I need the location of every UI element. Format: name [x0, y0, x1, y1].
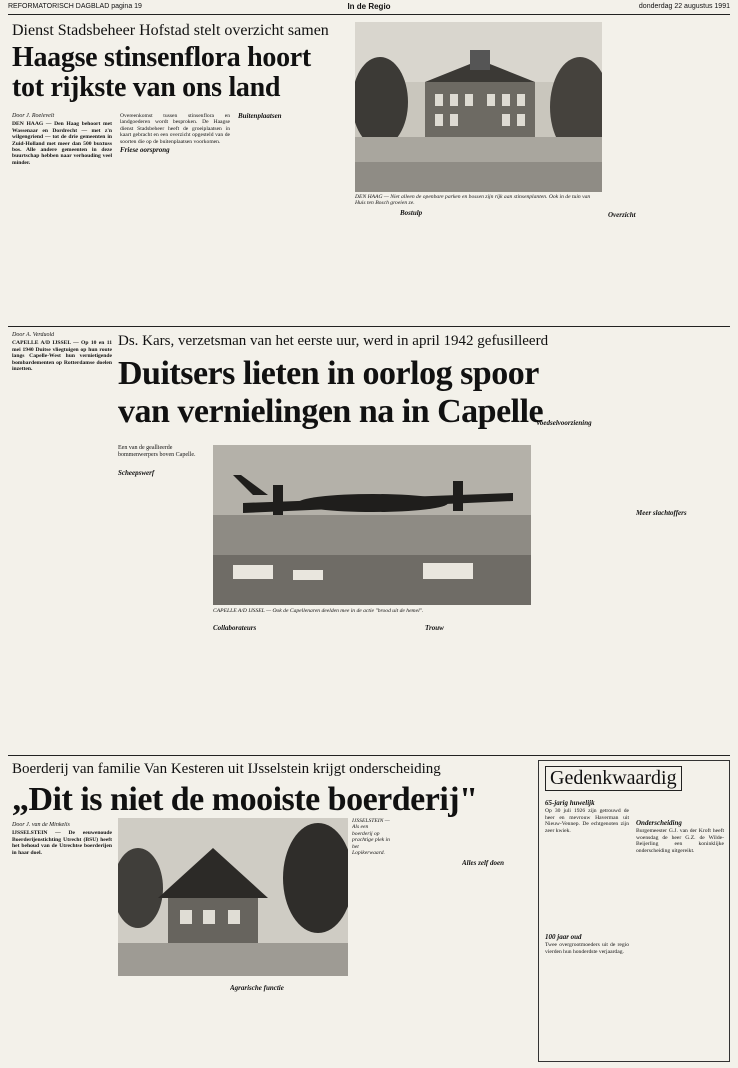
- article3-caption: IJSSELSTEIN — Als een boerderij op prachtige plek in het Lopikerwaard.: [352, 818, 390, 857]
- article1-sub-buitenplaatsen: Buitenplaatsen: [238, 113, 282, 120]
- bomber-aircraft-illustration: [213, 445, 531, 605]
- farmhouse-illustration: [118, 818, 348, 976]
- article2-sub-trouw: Trouw: [425, 625, 444, 632]
- article3-sub-alles: Alles zelf doen: [462, 860, 504, 867]
- divider-1: [8, 326, 730, 327]
- article2-col1: [12, 332, 112, 752]
- article1-sub-bostulp: Bostulp: [400, 210, 423, 217]
- page-header: [8, 2, 730, 15]
- article2-caption: CAPELLE A/D IJSSEL — Ook de Capellenaren deelden mee in de actie "brood uit de hemel".: [213, 608, 424, 614]
- article1-sub-overzicht: Overzicht: [608, 211, 636, 219]
- article1-col1: [12, 113, 112, 323]
- gedenk-sub-100: 100 jaar oud: [545, 933, 582, 942]
- article1-lead: DEN HAAG — Den Haag behoort met Wassenaar en Dordrecht — met z'n wilgengriend — tot de drie gemeenten in Zuid-Holland met meer dan 500 buxtuss bos. Alle andere gemeenten in deze buurtschap hebben naar verhouding veel minder.: [12, 121, 112, 166]
- article1-col4: [400, 210, 510, 320]
- article2-sub-voedsel: Voedselvoorziening: [536, 420, 592, 427]
- article1-headline-line1: Haagse stinsenflora hoort: [12, 42, 311, 73]
- article2-sub-meer: Meer slachtoffers: [636, 509, 687, 517]
- article1-col2: [120, 113, 230, 323]
- article2-byline: Door A. Verduold: [12, 332, 55, 338]
- article2-kicker: Ds. Kars, verzetsman van het eerste uur, werd in april 1942 gefusilleerd: [118, 333, 549, 349]
- article3-lead: IJSSELSTEIN — De eeuwenoude Boerderijenstichting Utrecht (BSU) heeft het behoud van de Utrechtse boerderijen in haar doel.: [12, 830, 112, 856]
- article2-headline: [118, 355, 588, 431]
- gedenkwaardig-title: Gedenkwaardig: [545, 766, 682, 791]
- section-title: In de Regio: [347, 2, 391, 11]
- divider-2: [8, 755, 730, 756]
- article2-col6: [536, 420, 632, 750]
- article3-col1: [12, 822, 112, 1057]
- article3-col6: [462, 860, 534, 1055]
- gedenk-text-onderscheiding: Burgemeester G.J. van der Kroft heeft woensdag de heer G.Z. de Wilde-Beijerling een koninklijke onderscheiding uitgereikt.: [636, 828, 724, 854]
- gedenk-sub-onderscheiding: Onderscheiding: [636, 819, 682, 827]
- article2-sub-collaborateurs: Collaborateurs: [213, 625, 257, 632]
- article2-col2: [118, 470, 208, 750]
- article1-body: Overeenkomst tussen stinsenflora en landgoederen wordt besproken. De Haagse dienst Stadsbeheer heeft de groeiplaatsen in kaart gebracht en een overzicht opgesteld van de soorten die op de buitenplaatsen voorkomen.: [120, 113, 230, 145]
- article1-byline: Door J. Roelevelt: [12, 113, 55, 119]
- gedenk-col1: [545, 800, 629, 1055]
- article3-col3: [230, 985, 340, 1060]
- article1-kicker: Dienst Stadsbeheer Hofstad stelt overzicht samen: [12, 22, 329, 39]
- article2-lead: CAPELLE A/D IJSSEL — Op 10 en 11 mei 1940 Duitse vliegtuigen op hun route langs Capelle-West hun vernietigende bombardementen op Rotterdamse doelen inzetten.: [12, 340, 112, 373]
- article2-photo: [213, 445, 531, 605]
- article1-col3: [238, 113, 348, 323]
- article2-col7: [636, 420, 728, 750]
- article3-headline: „Dit is niet de mooiste boerderij": [12, 781, 478, 818]
- article3-photo: [118, 818, 348, 976]
- gedenk-text-65: Op 30 juli 1926 zijn getrouwd de heer en mevrouw Haverman uit Nieuw-Vennep. De echtgenoten zijn zeer kwiek.: [545, 808, 629, 834]
- article2-headline-line2: van vernielingen na in Capelle: [118, 393, 544, 430]
- article3-byline: Door J. van de Minkelis: [12, 822, 70, 828]
- article3-kicker: Boerderij van familie Van Kesteren uit IJsselstein krijgt onderscheiding: [12, 761, 441, 777]
- estate-house-illustration: [355, 22, 602, 192]
- article1-caption: DEN HAAG — Niet alleen de openbare parken en bossen zijn rijk aan stinsenplanten. Ook in de tuin van Huis ten Bosch groeien ze.: [355, 194, 591, 207]
- gedenk-sub-65: 65-jarig huwelijk: [545, 800, 595, 807]
- paper-name: REFORMATORISCH DAGBLAD pagina 19: [8, 3, 142, 10]
- article2-col3: [213, 625, 313, 750]
- article2-headline-line1: Duitsers lieten in oorlog spoor: [118, 355, 539, 392]
- article2-photo-note: Een van de geallieerde bommenwerpers boven Capelle.: [118, 445, 196, 458]
- article1-photo: [355, 22, 602, 192]
- article1-headline: [12, 43, 342, 103]
- gedenk-text-100: Twee overgrootmoeders uit de regio vierden hun honderdste verjaardag.: [545, 942, 629, 955]
- article1-headline-line2: tot rijkste van ons land: [12, 72, 281, 103]
- article3-sub-agrarisch: Agrarische functie: [230, 985, 284, 992]
- article2-col5: [425, 625, 530, 750]
- issue-date: donderdag 22 augustus 1991: [638, 3, 730, 10]
- article1-sub-friese: Friese oorsprong: [120, 146, 170, 155]
- gedenk-col2: [636, 800, 724, 1055]
- article2-sub-scheepswerf: Scheepswerf: [118, 470, 155, 477]
- article1-col6: [608, 22, 726, 322]
